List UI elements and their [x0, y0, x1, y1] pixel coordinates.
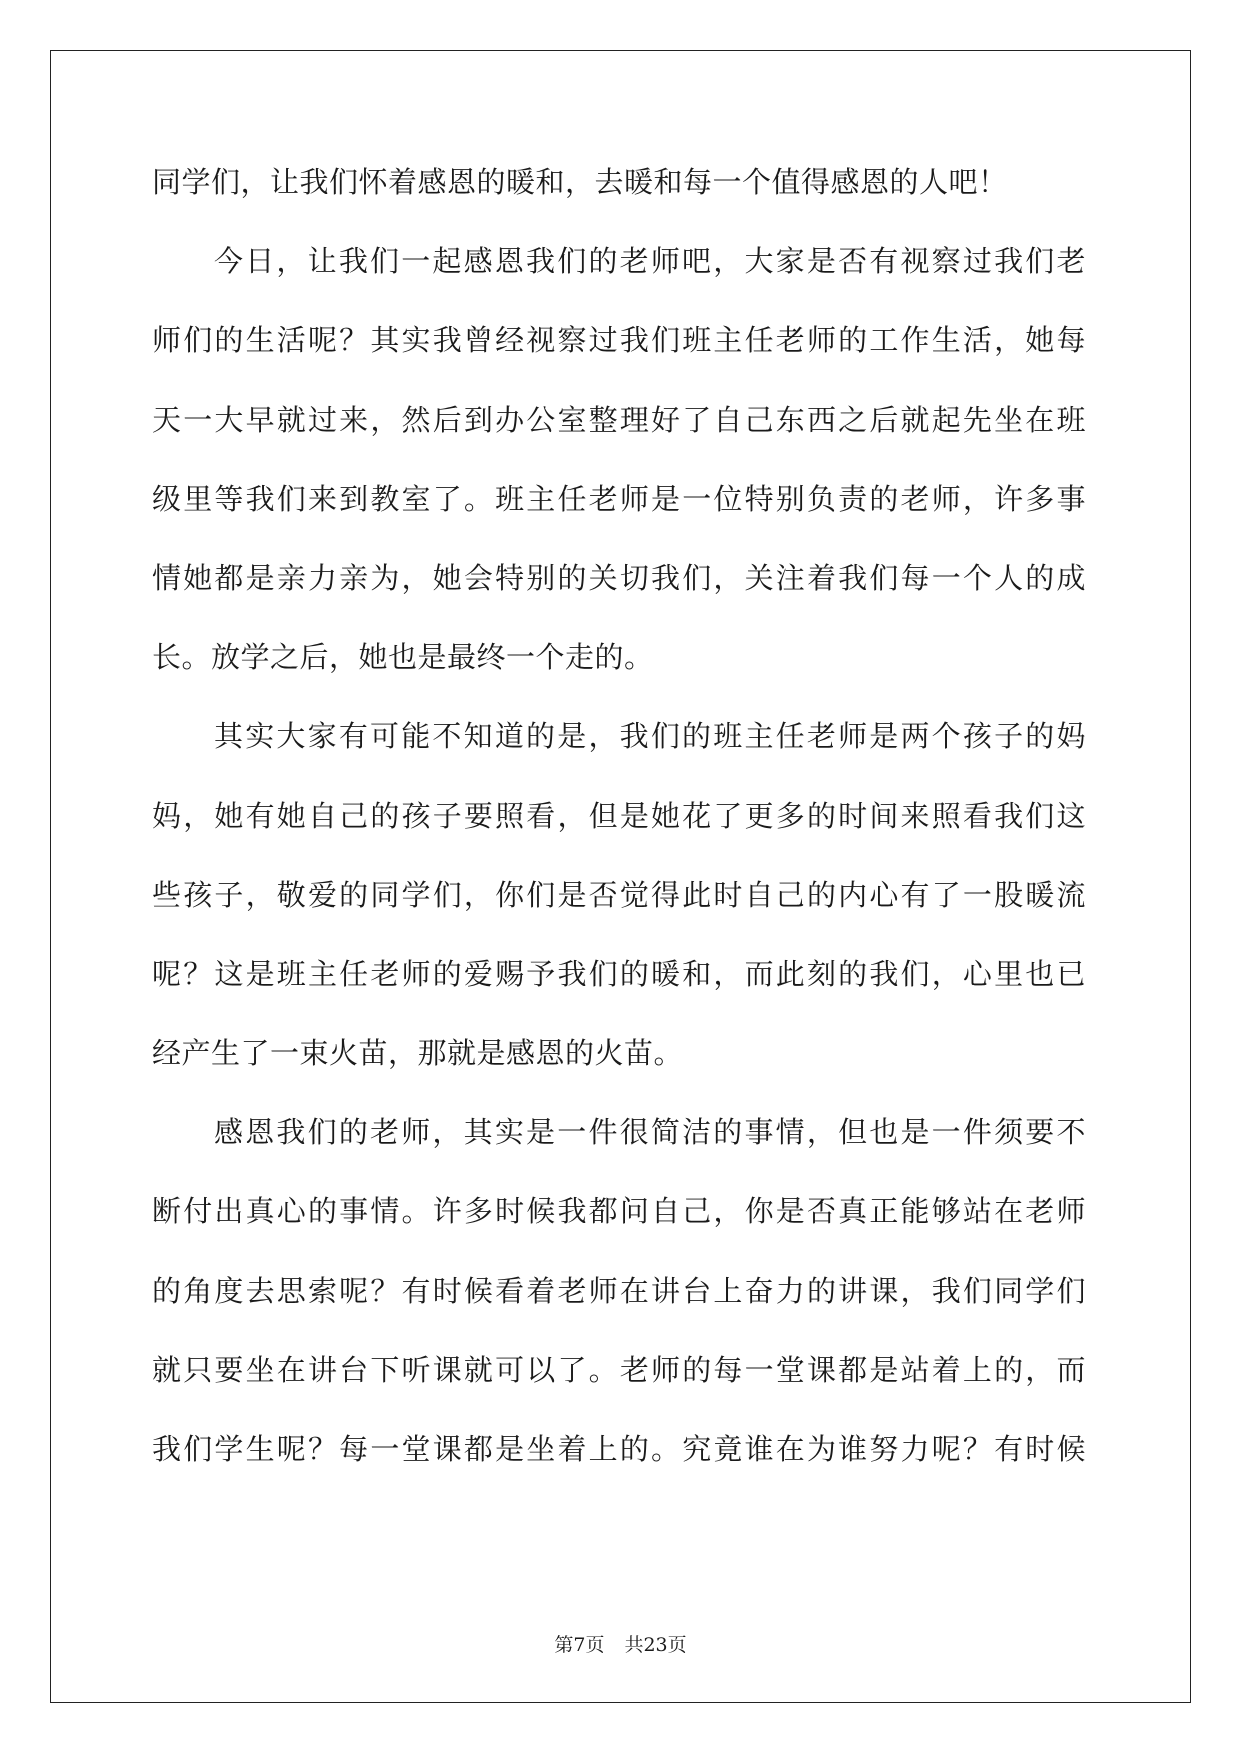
text-line: 的角度去思索呢？有时候看着老师在讲台上奋力的讲课，我们同学们	[152, 1273, 1086, 1308]
text-line: 其实大家有可能不知道的是，我们的班主任老师是两个孩子的妈	[214, 719, 1086, 754]
text-line: 级里等我们来到教室了。班主任老师是一位特别负责的老师，许多事	[152, 481, 1086, 516]
text-line: 师们的生活呢？其实我曾经视察过我们班主任老师的工作生活，她每	[152, 323, 1086, 358]
page-number: 第7页	[554, 1634, 605, 1656]
text-line: 些孩子，敬爱的同学们，你们是否觉得此时自己的内心有了一股暖流	[152, 877, 1086, 912]
text-line: 情她都是亲力亲为，她会特别的关切我们，关注着我们每一个人的成	[152, 560, 1086, 595]
text-line: 就只要坐在讲台下听课就可以了。老师的每一堂课都是站着上的，而	[152, 1352, 1086, 1387]
page-footer	[0, 1630, 1241, 1657]
page-total: 共23页	[624, 1634, 687, 1656]
text-line: 长。放学之后，她也是最终一个走的。	[152, 640, 654, 675]
text-line: 感恩我们的老师，其实是一件很简洁的事情，但也是一件须要不	[214, 1115, 1086, 1150]
text-line: 天一大早就过来，然后到办公室整理好了自己东西之后就起先坐在班	[152, 402, 1086, 437]
text-line: 呢？这是班主任老师的爱赐予我们的暖和，而此刻的我们，心里也已	[152, 956, 1086, 991]
text-line: 经产生了一束火苗，那就是感恩的火苗。	[152, 1036, 684, 1071]
text-line: 我们学生呢？每一堂课都是坐着上的。究竟谁在为谁努力呢？有时候	[152, 1432, 1086, 1466]
document-body	[152, 162, 1086, 1508]
text-line: 今日，让我们一起感恩我们的老师吧，大家是否有视察过我们老	[214, 244, 1086, 279]
text-line: 同学们，让我们怀着感恩的暖和，去暖和每一个值得感恩的人吧！	[152, 165, 1008, 199]
text-line: 妈，她有她自己的孩子要照看，但是她花了更多的时间来照看我们这	[152, 798, 1086, 833]
text-line: 断付出真心的事情。许多时候我都问自己，你是否真正能够站在老师	[152, 1194, 1086, 1229]
